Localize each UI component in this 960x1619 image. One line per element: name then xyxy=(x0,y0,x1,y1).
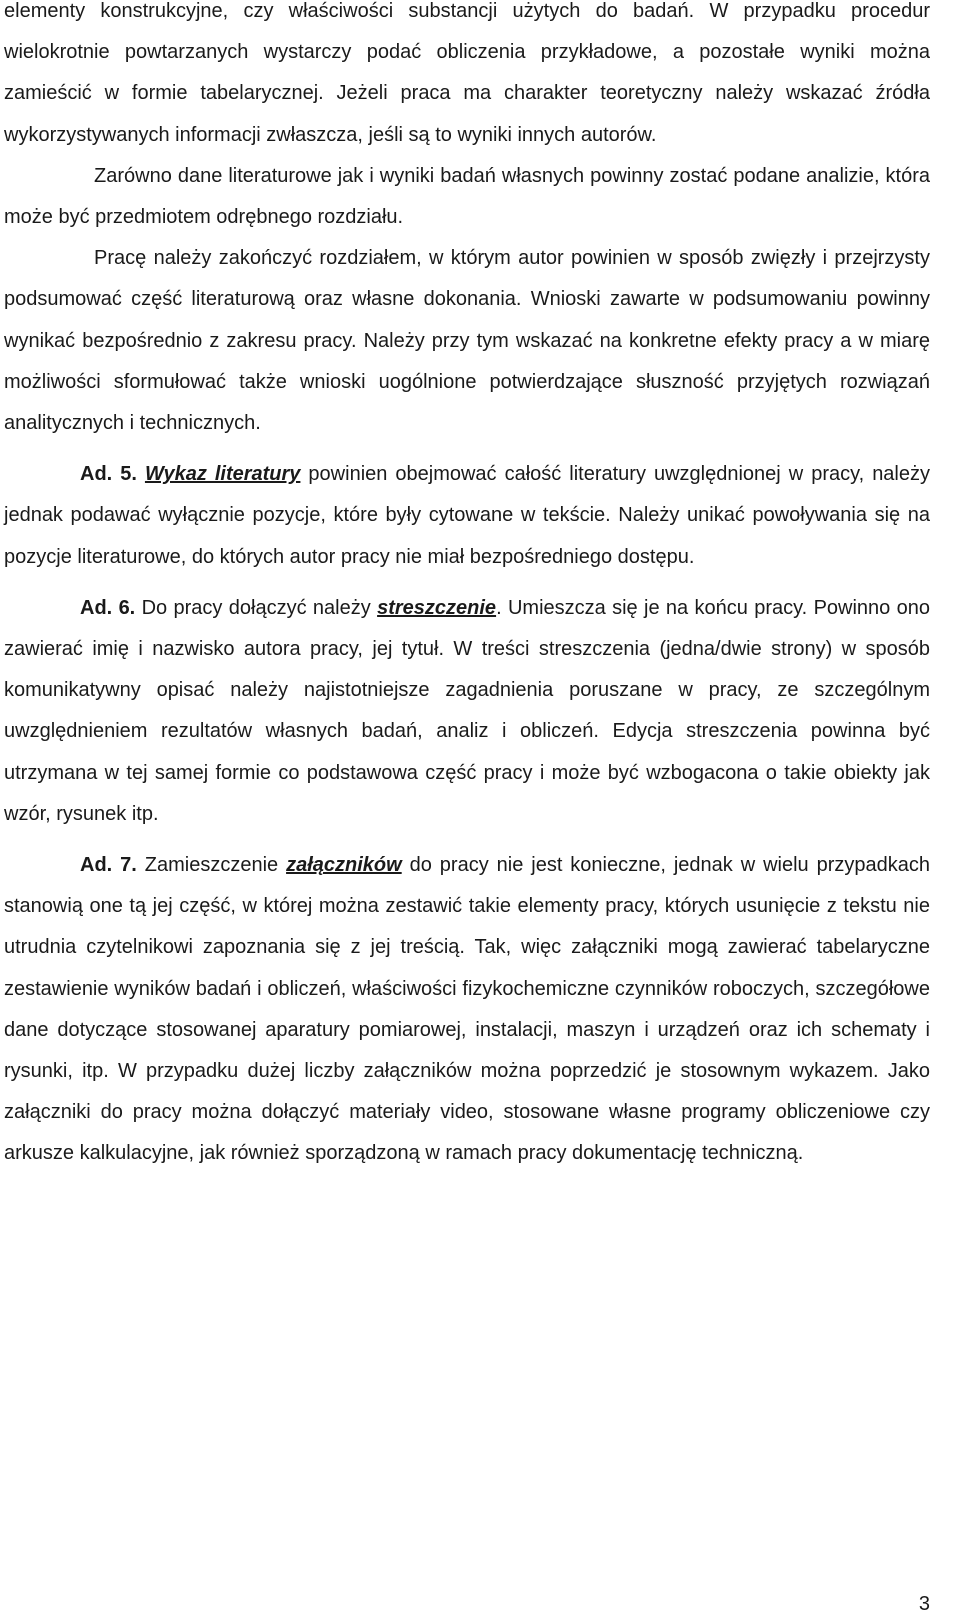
ad5-label: Ad. 5. xyxy=(80,463,137,486)
document-page xyxy=(4,0,930,1175)
ad7-text-before: Zamieszczenie xyxy=(136,854,287,877)
ad6-text-before: Do pracy dołączyć należy xyxy=(135,596,378,619)
paragraph-conclusions: Pracę należy zakończyć rozdziałem, w którym autor powinien w sposób zwięzły i przejrzysty podsumować część literaturową oraz własne dokonania. Wnioski zawarte w podsumowaniu powinny wynikać bezpośrednio z zakresu pracy. Należy przy tym wskazać na konkretne efekty pracy a w miarę możliwości sformułować także wnioski uogólnione potwierdzające słuszność przyjętych rozwiązań analitycznych i technicznych. xyxy=(4,247,930,435)
paragraph-results-continuation: elementy konstrukcyjne, czy właściwości substancji użytych do badań. W przypadku procedur wielokrotnie powtarzanych wystarczy podać obliczenia przykładowe, a pozostałe wyniki można zamieścić w formie tabelarycznej. Jeżeli praca ma charakter teoretyczny należy wskazać źródła wykorzystywanych informacji zwłaszcza, jeśli są to wyniki innych autorów. xyxy=(4,0,930,146)
ad5-term-bibliography: Wykaz literatury xyxy=(144,463,301,486)
ad7-text-after: do pracy nie jest konieczne, jednak w wielu przypadkach stanowią one tą jej część, w której można zestawić takie elementy pracy, których usunięcie z tekstu nie utrudnia czytelnikowi zapoznania się z jej treścią. Tak, więc załączniki mogą zawierać tabelaryczne zestawienie wyników badań i obliczeń, właściwości fizykochemiczne czynników roboczych, szczegółowe dane dotyczące stosowanej aparatury pomiarowej, instalacji, maszyn i urządzeń oraz ich schematy i rysunki, itp. W przypadku dużej liczby załączników można poprzedzić je stosownym wykazem. Jako załączniki do pracy można dołączyć materiały video, stosowane własne programy obliczeniowe czy arkusze kalkulacyjne, jak również sporządzoną w ramach pracy dokumentację techniczną. xyxy=(4,854,930,1165)
paragraph-ad7-appendices xyxy=(4,845,930,1175)
paragraph-ad5-bibliography xyxy=(4,454,930,578)
paragraph-analysis: Zarówno dane literaturowe jak i wyniki badań własnych powinny zostać podane analizie, która może być przedmiotem odrębnego rozdziału. xyxy=(4,164,930,229)
ad6-term-abstract: streszczenie xyxy=(377,596,497,619)
ad7-term-appendices: załączników xyxy=(286,854,402,877)
ad6-label: Ad. 6. xyxy=(80,596,136,619)
page-number: 3 xyxy=(918,1593,930,1615)
ad6-text-after: . Umieszcza się je na końcu pracy. Powinno ono zawierać imię i nazwisko autora pracy, jej tytuł. W treści streszczenia (jedna/dwie strony) w sposób komunikatywny opisać należy najistotniejsze zagadnienia poruszane w pracy, ze szczególnym uwzględnieniem rezultatów własnych badań, analiz i obliczeń. Edycja streszczenia powinna być utrzymana w tej samej formie co podstawowa część pracy i może być wzbogacona o takie obiekty jak wzór, rysunek itp. xyxy=(4,596,931,825)
ad5-text: powinien obejmować całość literatury uwzględnionej w pracy, należy jednak podawać wyłącznie pozycje, które były cytowane w tekście. Należy unikać powoływania się na pozycje literaturowe, do których autor pracy nie miał bezpośredniego dostępu. xyxy=(4,463,931,568)
ad7-label: Ad. 7. xyxy=(80,854,137,877)
paragraph-ad6-abstract xyxy=(4,588,930,835)
